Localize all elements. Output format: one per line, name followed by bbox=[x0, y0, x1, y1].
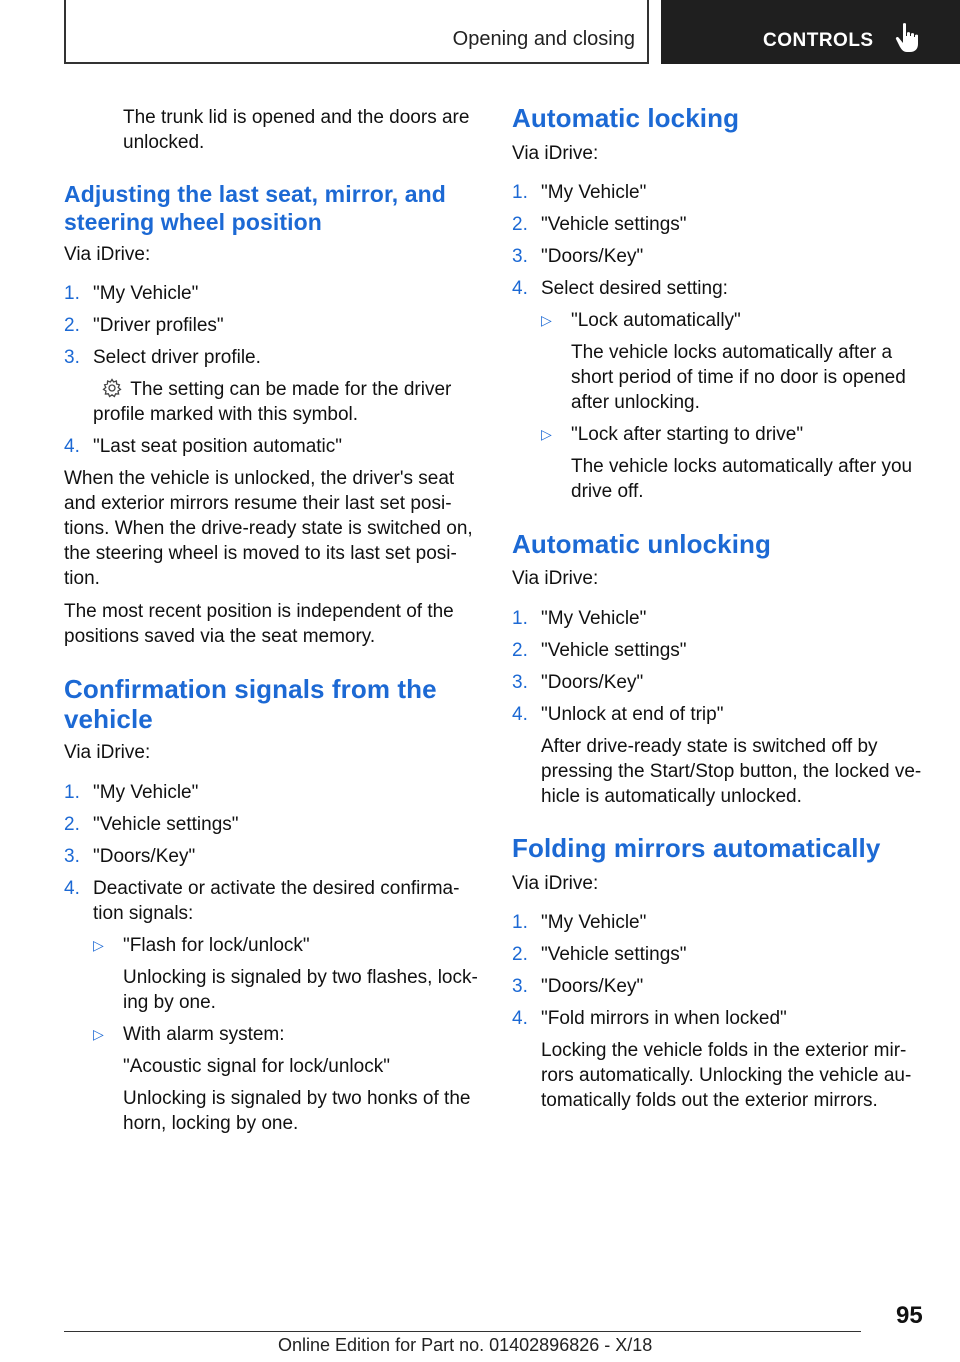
heading-adjust-last-seat-1: Adjusting the last seat, mirror, and bbox=[64, 181, 446, 207]
page-number: 95 bbox=[896, 1302, 923, 1329]
step-number: 4. bbox=[64, 436, 80, 457]
para-line: tions. When the drive-ready state is switched on, bbox=[64, 518, 473, 539]
heading-confirmation-signals-1: Confirmation signals from the bbox=[64, 674, 437, 704]
step-text: "Vehicle settings" bbox=[541, 214, 687, 235]
step-text: "Doors/Key" bbox=[541, 246, 644, 267]
step-text: "Doors/Key" bbox=[93, 846, 196, 867]
para-line: The most recent position is independent of the bbox=[64, 601, 454, 622]
bullet-desc: Unlocking is signaled by two honks of the bbox=[123, 1088, 471, 1109]
controls-tab[interactable] bbox=[661, 0, 960, 64]
via-idrive: Via iDrive: bbox=[512, 568, 599, 589]
step-text: "Doors/Key" bbox=[541, 976, 644, 997]
step-number: 3. bbox=[64, 347, 80, 368]
intro-line-2: unlocked. bbox=[123, 132, 205, 153]
para-line: the steering wheel is moved to its last set posi- bbox=[64, 543, 457, 564]
step-text: "My Vehicle" bbox=[93, 782, 199, 803]
step-text: "My Vehicle" bbox=[541, 912, 647, 933]
bullet-text: "Flash for lock/unlock" bbox=[123, 935, 310, 956]
step-text: "Vehicle settings" bbox=[541, 640, 687, 661]
heading-automatic-locking: Automatic locking bbox=[512, 103, 740, 133]
step-number: 2. bbox=[64, 814, 80, 835]
header-section-box bbox=[64, 0, 649, 64]
step-text: "My Vehicle" bbox=[541, 182, 647, 203]
step-desc: rors automatically. Unlocking the vehicle au- bbox=[541, 1065, 912, 1086]
bullet-desc: "Acoustic signal for lock/unlock" bbox=[123, 1056, 390, 1077]
via-idrive: Via iDrive: bbox=[64, 742, 151, 763]
step-number: 1. bbox=[64, 782, 80, 803]
step-number: 1. bbox=[512, 182, 528, 203]
step-number: 2. bbox=[512, 944, 528, 965]
step-number: 3. bbox=[512, 672, 528, 693]
step-text: "My Vehicle" bbox=[541, 608, 647, 629]
heading-confirmation-signals-2: vehicle bbox=[64, 704, 153, 734]
heading-folding-mirrors: Folding mirrors automatically bbox=[512, 833, 881, 863]
gear-icon bbox=[102, 378, 122, 398]
step-number: 1. bbox=[64, 283, 80, 304]
step-number: 2. bbox=[512, 640, 528, 661]
bullet-desc: The vehicle locks automatically after you bbox=[571, 456, 913, 477]
step-desc: Locking the vehicle folds in the exterior mir- bbox=[541, 1040, 907, 1061]
section-title: Opening and closing bbox=[452, 28, 635, 50]
bullet-desc: The vehicle locks automatically after a bbox=[571, 342, 893, 363]
step-text: "Driver profiles" bbox=[93, 315, 224, 336]
step-text-cont: tion signals: bbox=[93, 903, 194, 924]
step-number: 1. bbox=[512, 912, 528, 933]
step-text: "My Vehicle" bbox=[93, 283, 199, 304]
note-text: The setting can be made for the driver bbox=[130, 379, 452, 400]
heading-automatic-unlocking: Automatic unlocking bbox=[512, 529, 772, 559]
para-line: tion. bbox=[64, 568, 100, 589]
para-line: and exterior mirrors resume their last set posi- bbox=[64, 493, 452, 514]
bullet-text: "Lock after starting to drive" bbox=[571, 424, 804, 445]
controls-tab-label: CONTROLS bbox=[763, 30, 874, 51]
step-text: Deactivate or activate the desired confirma- bbox=[93, 878, 460, 899]
note-line-1 bbox=[93, 377, 451, 402]
via-idrive: Via iDrive: bbox=[512, 873, 599, 894]
step-text: "Doors/Key" bbox=[541, 672, 644, 693]
bullet-text: With alarm system: bbox=[123, 1024, 285, 1045]
step-text: Select desired setting: bbox=[541, 278, 728, 299]
step-text: "Vehicle settings" bbox=[93, 814, 239, 835]
footer-edition: Online Edition for Part no. 01402896826 - X/18 bbox=[278, 1335, 653, 1355]
step-number: 4. bbox=[64, 878, 80, 899]
step-number: 2. bbox=[512, 214, 528, 235]
pointing-hand-icon bbox=[894, 22, 924, 54]
note-line-2: profile marked with this symbol. bbox=[93, 404, 359, 425]
step-number: 3. bbox=[512, 976, 528, 997]
step-desc: hicle is automatically unlocked. bbox=[541, 786, 802, 807]
bullet-desc: ing by one. bbox=[123, 992, 216, 1013]
bullet-triangle-icon: ▷ bbox=[541, 312, 552, 328]
via-idrive: Via iDrive: bbox=[512, 143, 599, 164]
step-number: 3. bbox=[64, 846, 80, 867]
via-idrive: Via iDrive: bbox=[64, 244, 151, 265]
step-text: "Unlock at end of trip" bbox=[541, 704, 724, 725]
step-desc: pressing the Start/Stop button, the locked ve- bbox=[541, 761, 922, 782]
bullet-triangle-icon: ▷ bbox=[541, 426, 552, 442]
bullet-triangle-icon: ▷ bbox=[93, 1026, 104, 1042]
step-number: 1. bbox=[512, 608, 528, 629]
para-line: When the vehicle is unlocked, the driver's seat bbox=[64, 468, 455, 489]
footer-divider bbox=[64, 1331, 861, 1332]
step-text: "Fold mirrors in when locked" bbox=[541, 1008, 787, 1029]
step-number: 2. bbox=[64, 315, 80, 336]
step-number: 3. bbox=[512, 246, 528, 267]
heading-adjust-last-seat-2: steering wheel position bbox=[64, 209, 322, 235]
bullet-desc: drive off. bbox=[571, 481, 644, 502]
step-text: "Last seat position automatic" bbox=[93, 436, 343, 457]
step-text: Select driver profile. bbox=[93, 347, 261, 368]
bullet-triangle-icon: ▷ bbox=[93, 937, 104, 953]
bullet-text: "Lock automatically" bbox=[571, 310, 741, 331]
para-line: positions saved via the seat memory. bbox=[64, 626, 376, 647]
step-desc: After drive-ready state is switched off by bbox=[541, 736, 878, 757]
bullet-desc: after unlocking. bbox=[571, 392, 700, 413]
bullet-desc: horn, locking by one. bbox=[123, 1113, 299, 1134]
step-number: 4. bbox=[512, 278, 528, 299]
step-number: 4. bbox=[512, 1008, 528, 1029]
step-number: 4. bbox=[512, 704, 528, 725]
step-text: "Vehicle settings" bbox=[541, 944, 687, 965]
bullet-desc: Unlocking is signaled by two flashes, lock- bbox=[123, 967, 478, 988]
intro-line-1: The trunk lid is opened and the doors are bbox=[123, 107, 470, 128]
bullet-desc: short period of time if no door is opened bbox=[571, 367, 906, 388]
step-desc: tomatically folds out the exterior mirrors. bbox=[541, 1090, 878, 1111]
